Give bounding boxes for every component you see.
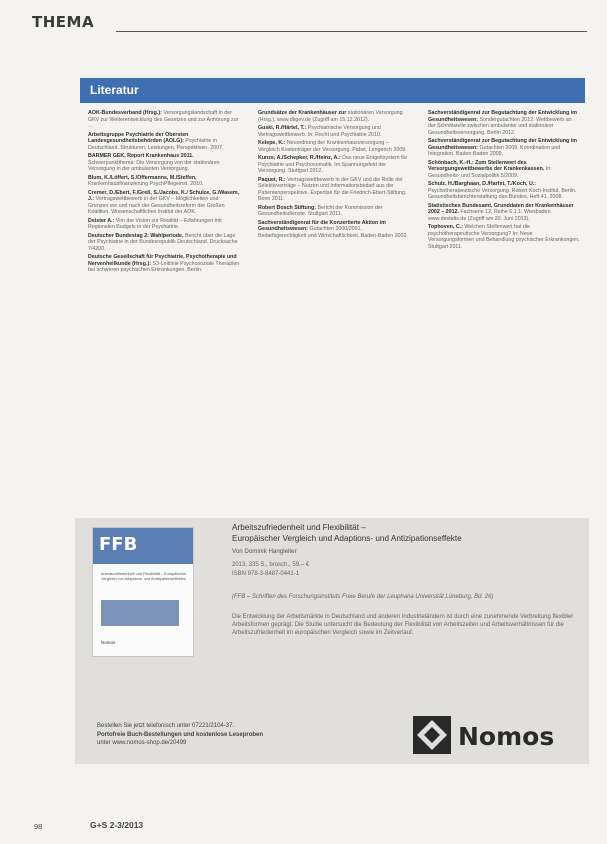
reference-entry: Sachverständigenrat zur Begutachtung der Entwicklung im Gesundheitswesen: Sondergutachten 2012. Wettbewerb an der Schnittstelle zwischen ambulanter und stationärer Gesundheitsversorgung. Berlin 2012. [428,110,577,136]
shop-link[interactable]: unter www.nomos-shop.de/20499 [97,740,187,746]
book-cover [92,527,194,657]
reference-entry: Statistisches Bundesamt, Grunddaten der Krankenhäuser 2002 – 2012. Fachserie 12, Reihe 6.1.1. Wiesbaden. www.destatis.de (Zugriff am 20. Juni 2013). [428,202,574,222]
reference-entry: Paquet, R.: Vertragswettbewerb in der GKV und die Rolle der Selektivverträge – Nutzen und Informationsbedarf aus der Patientenperspektive. Expertise für die Friedrich-Ebert-Stiftung. Bonn 2011. [258,176,407,202]
book-cover-title: Arbeitszufriedenheit und Flexibilität – Europäischer Vergleich von Adaptions- und Antizipationseffekten [101,572,187,581]
book-cover-image [101,600,179,626]
literature-banner [80,78,585,103]
order-info: Bestellen Sie jetzt telefonisch unter 07221/2104-37. Portofreie Buch-Bestellungen und kostenlose Leseproben unter www.nomos-shop.de/20499 [97,723,264,746]
nomos-logo-icon [413,716,451,754]
journal-issue: G+S 2-3/2013 [90,820,144,830]
header-rule [116,31,587,32]
reference-entry: Sachverständigenrat für die Konzertierte Aktion im Gesundheitswesen: Gutachten 2000/2001. Bedarfsgerechtigkeit und Wirtschaftlichkeit. Baden-Baden 2002. [258,219,408,239]
literature-column-2 [258,110,410,241]
reference-entry: BARMER GEK, Report Krankenhaus 2011. Schwerpunktthema: Die Versorgung von der stationären Versorgung in der ambulanten Versorgung. [88,153,220,172]
page-number: 98 [34,822,43,831]
book-advertisement [75,518,589,764]
book-details: 2013, 335 S., brosch., 59,– € ISBN 978-3-8487-0441-1 [232,562,310,577]
book-series-logo: FFB [99,534,138,555]
literature-heading: Literatur [90,83,139,97]
reference-entry: AOK-Bundesverband (Hrsg.): Versorgungslandschaft in der GKV zur Weiterentwicklung des Gesetzes und zur Anhörung zur … [88,110,239,129]
reference-entry: Blum, K./Löffert, S./Offermanns, M./Steffen, Krankenhausfinanzierung PsychPflegeinst. 2010. [88,174,204,187]
reference-entry: Deister A.: Von der Vision zur Realität – Erfahrungen mit Regionalen Budgets in der Psychiatrie. [88,217,222,230]
reference-entry: Deutscher Bundestag 2: Wahlperiode, Bericht über die Lage der Psychiatrie in der Bundesrepublik Deutschland. Drucksache 7/4200. [88,232,238,252]
book-title: Arbeitszufriedenheit und Flexibilität – Europäischer Vergleich und Adaptions- und Antizipationseffekte [232,523,462,543]
literature-column-3 [428,110,580,252]
reference-entry: Robert Bosch Stiftung: Bericht der Kommission der Gesundheitsdienste. Stuttgart 2011. [258,204,383,217]
reference-entry: Deutsche Gesellschaft für Psychiatrie, Psychotherapie und Nervenheilkunde (Hrsg.): S3-Leitlinie Psychosoziale Therapien bei schweren psychischen Erkrankungen. Berlin. [88,254,240,273]
nomos-brand: Nomos [458,722,555,751]
book-author: Von Dominik Hangleiter [232,548,297,555]
book-cover-band [93,528,193,564]
reference-entry: Kelepe, K.: Neuordnung der Krankenhausversorgung – Vergleich Kostenträger der Versorgung. Pabst, Lengerich 2009. [258,140,407,153]
section-header: THEMA [32,13,95,31]
reference-entry: Tophoven, C.: Welchen Stellenwert hat die psychotherapeutische Versorgung? In: Neue Versorgungsformen und Behandlung psychischer Erkrankungen. Stuttgart 2011. [428,224,580,250]
reference-entry: Arbeitsgruppe Psychiatrie der Obersten Landesgesundheitsbehörden (AOLG): Psychiatrie in Deutschland. Strukturen, Leistungen, Perspektiven. 2007. [88,131,224,151]
book-series: (FFB – Schriften des Forschungsinstituts Freie Berufe der Leuphana Universität Lüneburg, Bd. 26) [232,594,494,600]
reference-entry: Grundsätze der Krankenhäuser zur stationären Versorgung. (Hrsg.). www.dkgev.de (Zugriff am 15.12.2012). [258,110,405,123]
reference-entry: Guski, R./Härtel, T.: Psychiatrische Versorgung und Vertragswettbewerb. In: Recht und Psychiatrie 2010. [258,125,382,138]
reference-entry: Cremer, D./Ebert, F./Greß, S./Jacobs, K./ Schulze, G./Wasem, J.: Vertragswettbewerb in der GKV – Möglichkeiten und Grenzen vor und nach der Gesundheitsreform der Großen Koalition. Wissenschaftliches Institut der AOK. [88,189,240,215]
literature-column-1 [88,110,240,276]
reference-entry: Schulz, H./Barghaan, D./Harfst, T./Koch, U.: Psychotherapeutische Versorgung. Robert Koch-Institut, Berlin. Gesundheitsberichterstattung des Bundes, Heft 41. 2008. [428,181,577,200]
reference-entry: Kunze, A./Schepker, R./Heinz, A.: Das neue Entgeltsystem für Psychiatrie und Psychosomatik. Im Spannungsfeld der Versorgung. Stuttgart 2012. [258,155,408,174]
book-description: Die Entwicklung der Arbeitsmärkte in Deutschland und anderen Industrieländern ist durch eine zunehmende Verbreitung flexibler Arbeitsformen geprägt. Die Studie untersucht die Bedeutung der Flexibilität von Arbeitszeiten und Arbeitsverhältnissen für die Arbeitszufriedenheit im europäischen Vergleich sowie im Zeitverlauf. [232,614,574,637]
literature-columns [88,110,588,500]
reference-entry: Sachverständigenrat zur Begutachtung der Entwicklung im Gesundheitswesen: Gutachten 2009. Koordination und Integration. Baden-Baden 2009. [428,138,577,157]
book-cover-publisher: Nomos [101,640,116,645]
reference-entry: Schönbach, K.-H.: Zum Stellenwert des Versorgungswettbewerbs der Krankenkassen. In: Gesundheits- und Sozialpolitik 5/2009. [428,159,552,179]
